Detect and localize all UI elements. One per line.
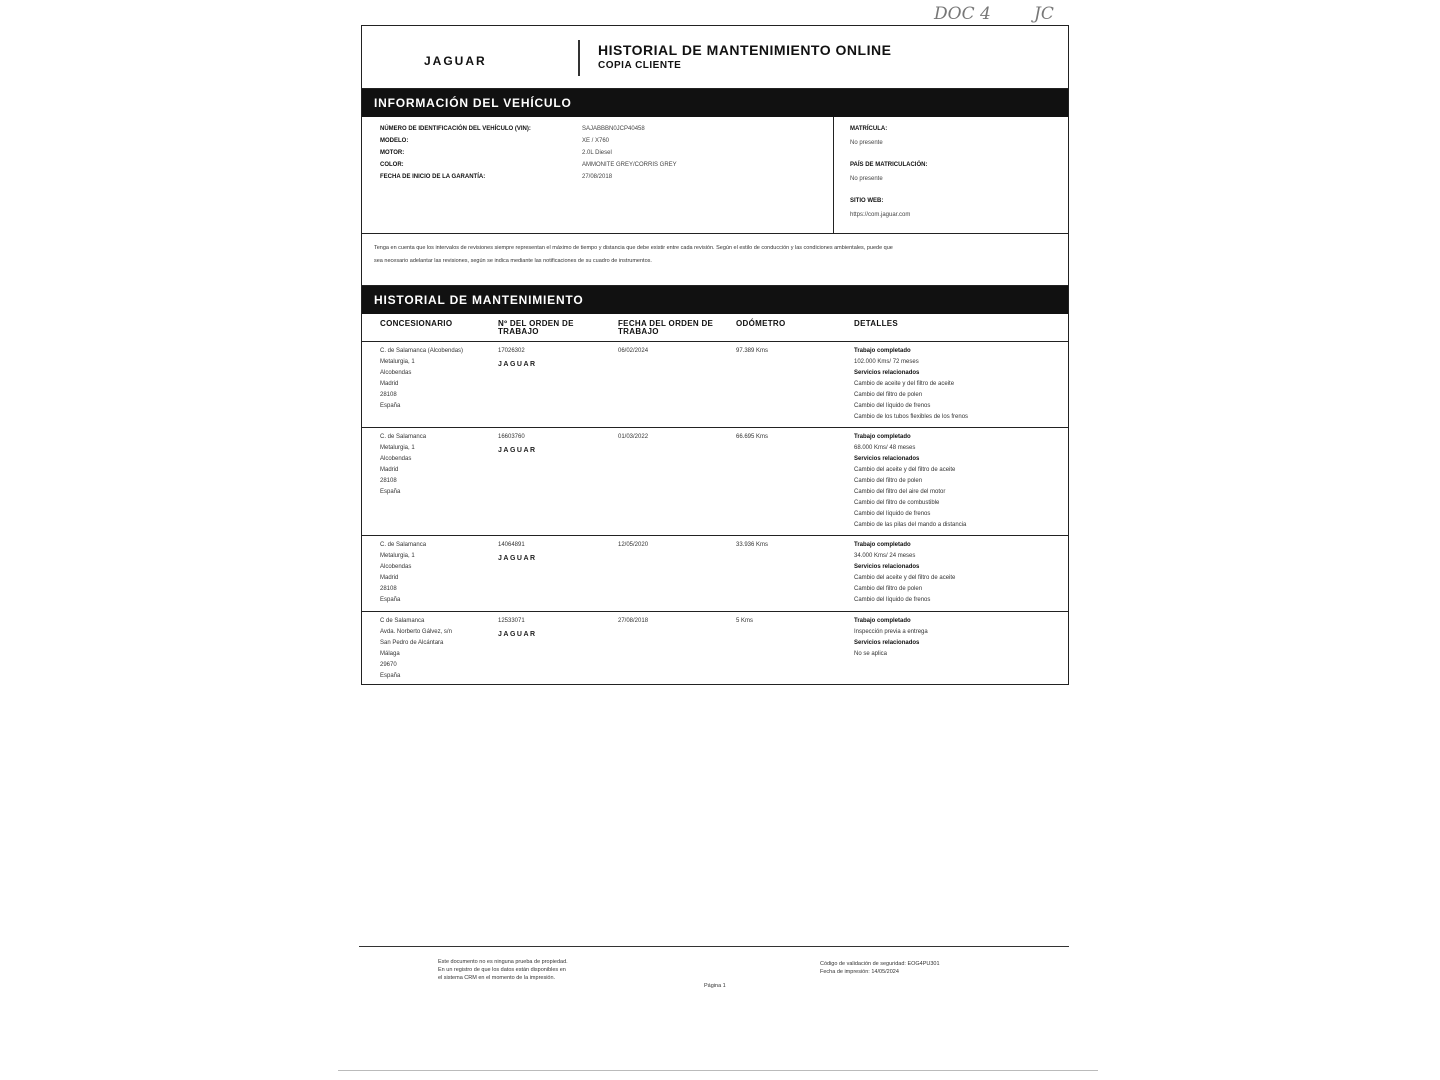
details-cell: [854, 428, 1064, 531]
detail-heading: Servicios relacionados: [854, 640, 920, 646]
registration-label: MATRÍCULA:: [850, 126, 888, 132]
column-header-odometer: ODÓMETRO: [736, 319, 786, 328]
detail-line: Cambio de los tubos flexibles de los frenos: [854, 414, 969, 420]
validation-code: Código de validación de seguridad: EOG4PU301: [820, 961, 940, 967]
order-number: 17026302: [498, 348, 525, 354]
detail-heading: Servicios relacionados: [854, 456, 920, 462]
odometer-cell: [736, 428, 852, 443]
order-number: 12533071: [498, 618, 525, 624]
vehicle-field-warranty-start: [380, 171, 833, 183]
odometer-cell: [736, 536, 852, 551]
order-date-cell: [618, 536, 734, 551]
dealer-line: Metalurgia, 1: [380, 553, 415, 559]
detail-line: Cambio de las pilas del mando a distancia: [854, 522, 967, 528]
field-value: XE / X760: [582, 138, 610, 144]
vehicle-field-model: [380, 135, 833, 147]
dealer-cell: [380, 612, 498, 682]
field-label: MODELO:: [380, 138, 409, 144]
dealer-cell: [380, 428, 498, 498]
dealer-brand-logo: JAGUAR: [498, 447, 537, 454]
odometer-value: 5 Kms: [736, 618, 754, 624]
dealer-line: Alcobendas: [380, 370, 412, 376]
vehicle-field-color: [380, 159, 833, 171]
maintenance-document: [361, 25, 1069, 685]
detail-line: Cambio del filtro de combustible: [854, 500, 940, 506]
detail-line: Cambio del filtro de polen: [854, 392, 923, 398]
website-link[interactable]: https://com.jaguar.com: [850, 212, 911, 218]
order-date: 12/05/2020: [618, 542, 649, 548]
detail-line: Cambio del filtro del aire del motor: [854, 489, 946, 495]
print-date: Fecha de impresión: 14/05/2024: [820, 969, 899, 975]
dealer-line: 28108: [380, 478, 397, 484]
detail-line: Cambio del líquido de frenos: [854, 511, 931, 517]
dealer-brand-logo: JAGUAR: [498, 555, 537, 562]
table-row: [362, 612, 1068, 684]
order-number: 14064891: [498, 542, 525, 548]
disclaimer-line: el sistema CRM en el momento de la impresión.: [438, 975, 556, 981]
order-date: 06/02/2024: [618, 348, 649, 354]
field-label: COLOR:: [380, 162, 404, 168]
odometer-cell: [736, 342, 852, 357]
disclaimer-line: En un registro de que los datos están disponibles en: [438, 967, 566, 973]
dealer-line: Alcobendas: [380, 564, 412, 570]
field-label: FECHA DE INICIO DE LA GARANTÍA:: [380, 174, 486, 180]
field-label: MOTOR:: [380, 150, 405, 156]
odometer-value: 97.389 Kms: [736, 348, 769, 354]
order-number-cell: [498, 342, 616, 368]
footer-disclaimer: [438, 958, 608, 982]
service-interval-note: [362, 234, 1068, 286]
order-date-cell: [618, 612, 734, 627]
dealer-line: Avda. Norberto Gálvez, s/n: [380, 629, 452, 635]
document-header: [362, 26, 1068, 89]
order-date: 27/08/2018: [618, 618, 649, 624]
dealer-line: España: [380, 489, 401, 495]
order-number-cell: [498, 536, 616, 562]
detail-line: 68.000 Kms/ 48 meses: [854, 445, 916, 451]
table-row: [362, 536, 1068, 612]
order-number: 16603760: [498, 434, 525, 440]
footer-validation: [820, 960, 980, 976]
field-value: SAJABBBN0JCP40458: [582, 126, 645, 132]
dealer-line: Madrid: [380, 467, 399, 473]
dealer-cell: [380, 342, 498, 412]
dealer-line: C. de Salamanca: [380, 434, 427, 440]
detail-line: 102.000 Kms/ 72 meses: [854, 359, 919, 365]
dealer-line: C de Salamanca: [380, 618, 425, 624]
brand-logo: JAGUAR: [424, 54, 487, 68]
page-number: Página 1: [704, 983, 726, 989]
order-date-cell: [618, 428, 734, 443]
field-value: 27/08/2018: [582, 174, 613, 180]
table-row: [362, 428, 1068, 536]
registration-value: No presente: [850, 140, 883, 146]
dealer-brand-logo: JAGUAR: [498, 361, 537, 368]
vehicle-info-heading: INFORMACIÓN DEL VEHÍCULO: [362, 89, 1068, 117]
dealer-cell: [380, 536, 498, 606]
disclaimer-line: Este documento no es ninguna prueba de propiedad.: [438, 959, 568, 965]
handwritten-annotation-doc: DOC 4: [934, 4, 991, 24]
dealer-line: Alcobendas: [380, 456, 412, 462]
detail-line: Cambio del aceite y del filtro de aceite: [854, 467, 956, 473]
document-title: HISTORIAL DE MANTENIMIENTO ONLINE: [598, 42, 892, 58]
details-cell: [854, 612, 1064, 660]
dealer-line: España: [380, 597, 401, 603]
column-header-order-number: Nº DEL ORDEN DE TRABAJO: [498, 319, 574, 336]
detail-line: Cambio de aceite y del filtro de aceite: [854, 381, 955, 387]
vehicle-fields: [362, 117, 834, 233]
detail-heading: Servicios relacionados: [854, 564, 920, 570]
detail-heading: Trabajo completado: [854, 618, 911, 624]
dealer-line: España: [380, 403, 401, 409]
detail-line: Cambio del aceite y del filtro de aceite: [854, 575, 956, 581]
column-header-dealer: CONCESIONARIO: [380, 319, 453, 328]
order-date: 01/03/2022: [618, 434, 649, 440]
column-header-details: DETALLES: [854, 319, 899, 328]
history-table-header: [362, 314, 1068, 342]
odometer-value: 33.936 Kms: [736, 542, 769, 548]
vehicle-registration: [834, 117, 1068, 233]
document-subtitle: COPIA CLIENTE: [598, 60, 682, 71]
column-header-order-date: FECHA DEL ORDEN DE TRABAJO: [618, 319, 714, 336]
dealer-line: 29670: [380, 662, 397, 668]
dealer-line: San Pedro de Alcántara: [380, 640, 444, 646]
odometer-value: 66.695 Kms: [736, 434, 769, 440]
detail-heading: Servicios relacionados: [854, 370, 920, 376]
dealer-line: 28108: [380, 586, 397, 592]
detail-line: Cambio del líquido de frenos: [854, 597, 931, 603]
detail-heading: Trabajo completado: [854, 348, 911, 354]
order-date-cell: [618, 342, 734, 357]
details-cell: [854, 342, 1064, 423]
detail-line: Cambio del líquido de frenos: [854, 403, 931, 409]
detail-line: No se aplica: [854, 651, 888, 657]
dealer-line: Metalurgia, 1: [380, 445, 415, 451]
field-value: 2.0L Diesel: [582, 150, 612, 156]
vehicle-field-vin: [380, 123, 833, 135]
footer-divider: [359, 946, 1069, 947]
dealer-line: 28108: [380, 392, 397, 398]
note-line-1: Tenga en cuenta que los intervalos de revisiones siempre representan el máximo de tiempo y distancia que debe existir entre cada revisión. Según el estilo de conducción y las condiciones ambientales, puede que: [374, 245, 893, 251]
dealer-line: C. de Salamanca: [380, 542, 427, 548]
order-number-cell: [498, 612, 616, 638]
dealer-line: Madrid: [380, 575, 399, 581]
country-value: No presente: [850, 176, 883, 182]
order-number-cell: [498, 428, 616, 454]
details-cell: [854, 536, 1064, 606]
history-heading: HISTORIAL DE MANTENIMIENTO: [362, 286, 1068, 314]
field-value: AMMONITE GREY/CORRIS GREY: [582, 162, 677, 168]
header-divider: [578, 40, 580, 76]
dealer-line: Madrid: [380, 381, 399, 387]
dealer-line: Metalurgia, 1: [380, 359, 415, 365]
detail-heading: Trabajo completado: [854, 542, 911, 548]
dealer-brand-logo: JAGUAR: [498, 631, 537, 638]
handwritten-annotation-initials: JC: [1034, 4, 1054, 24]
odometer-cell: [736, 612, 852, 627]
table-row: [362, 342, 1068, 428]
country-label: PAÍS DE MATRICULACIÓN:: [850, 162, 928, 168]
detail-line: 34.000 Kms/ 24 meses: [854, 553, 916, 559]
vehicle-field-engine: [380, 147, 833, 159]
detail-line: Cambio del filtro de polen: [854, 586, 923, 592]
website-label: SITIO WEB:: [850, 198, 884, 204]
scan-edge: [338, 1070, 1098, 1071]
note-line-2: sea necesario adelantar las revisiones, según se indica mediante las notificaciones de su cuadro de instrumentos.: [374, 258, 652, 264]
detail-heading: Trabajo completado: [854, 434, 911, 440]
detail-line: Inspección previa a entrega: [854, 629, 928, 635]
vehicle-info-panel: [362, 117, 1068, 234]
field-label: NÚMERO DE IDENTIFICACIÓN DEL VEHÍCULO (VIN):: [380, 126, 531, 132]
dealer-line: C. de Salamanca (Alcobendas): [380, 348, 464, 354]
dealer-line: España: [380, 673, 401, 679]
detail-line: Cambio del filtro de polen: [854, 478, 923, 484]
dealer-line: Málaga: [380, 651, 400, 657]
